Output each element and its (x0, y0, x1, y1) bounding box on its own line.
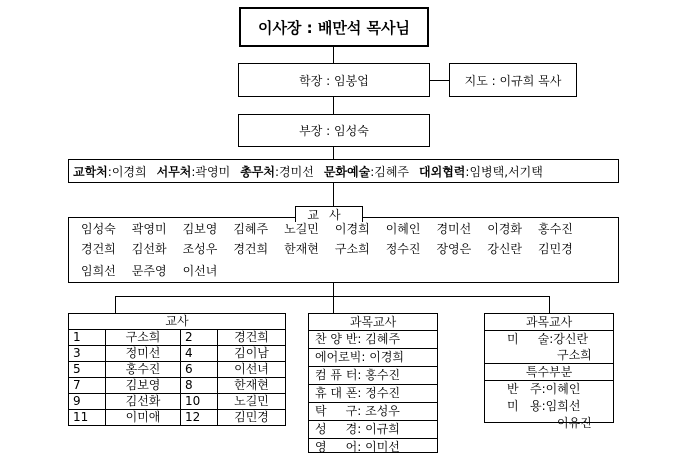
table-cell: 9 (69, 394, 106, 410)
table-cell: 8 (181, 378, 218, 394)
teacher-name: 홍수진 (538, 222, 573, 236)
table-cell: 김선화 (106, 394, 181, 410)
teachers-row (81, 240, 589, 257)
table-cell: 6 (181, 362, 218, 378)
table-cell: 이선녀 (218, 362, 286, 378)
table-cell: 김보영 (106, 378, 181, 394)
teacher-name: 장영은 (436, 242, 472, 256)
teacher-name: 임성숙 (81, 222, 116, 236)
dept-title: 대외협력 (419, 164, 466, 179)
table-cell: 2 (181, 330, 218, 346)
table-cell: 이미애 (106, 410, 181, 426)
teacher-name: 이혜인 (385, 222, 421, 236)
dept-value: :곽영미 (191, 164, 231, 179)
subject-teachers-header: 과목교사 (309, 314, 437, 331)
table-cell: 김이남 (218, 346, 286, 362)
connector-line (333, 283, 334, 313)
teacher-name: 구소희 (334, 242, 370, 256)
connector-line (549, 296, 550, 313)
table-row (69, 362, 286, 378)
teacher-name: 이경화 (487, 222, 523, 236)
teacher-table-header: 교사 (69, 314, 286, 330)
art-row: 미 술:강신란 (507, 332, 589, 346)
teacher-name: 김혜주 (233, 222, 269, 236)
teacher-name: 강신란 (487, 242, 523, 256)
table-row (69, 378, 286, 394)
table-cell: 7 (69, 378, 106, 394)
dept-value: :이경희 (107, 164, 147, 179)
subject-row: 영 어: 이미선 (315, 440, 400, 454)
table-cell: 구소희 (106, 330, 181, 346)
subject-row: 휴 대 폰: 정수진 (309, 385, 437, 403)
teachers-label: 교사 (307, 208, 351, 222)
special-row: 이유진 (557, 416, 592, 430)
dept-title: 서무처 (156, 164, 192, 179)
teachers-label-box (295, 206, 363, 222)
teacher-name: 김보영 (182, 222, 218, 236)
dept-value: :김혜주 (370, 164, 410, 179)
teacher-name: 정수진 (385, 242, 421, 256)
connector-line (333, 183, 334, 206)
teachers-row (81, 262, 233, 279)
table-cell: 4 (181, 346, 218, 362)
connector-line (333, 147, 334, 159)
special-header: 특수부분 (485, 364, 613, 381)
table-cell: 한재현 (218, 378, 286, 394)
chairman-label: 이사장 : 배만석 목사님 (257, 18, 411, 37)
table-cell: 1 (69, 330, 106, 346)
table-cell: 10 (181, 394, 218, 410)
subject-row: 탁 구: 조성우 (309, 403, 437, 421)
advisor-box (449, 63, 577, 97)
principal-box (238, 63, 430, 97)
dept-value: :경미선 (275, 164, 314, 179)
teachers-box (68, 217, 619, 283)
connector-line (333, 47, 334, 63)
chairman-box (239, 7, 429, 47)
teacher-name: 임희선 (81, 264, 116, 278)
table-cell: 경건희 (218, 330, 286, 346)
table-cell: 11 (69, 410, 106, 426)
teacher-name: 김선화 (131, 242, 167, 256)
connector-line (430, 80, 449, 81)
dept-title: 총무처 (240, 164, 275, 179)
table-row (69, 394, 286, 410)
table-row (69, 346, 286, 362)
teacher-name: 이선녀 (182, 264, 218, 278)
teacher-name: 조성우 (182, 242, 218, 256)
subject-row: 컴 퓨 터: 홍수진 (309, 367, 437, 385)
connector-line (115, 296, 116, 313)
subject-row: 찬 양 반: 김혜주 (309, 331, 437, 349)
teacher-name: 김민경 (538, 242, 573, 256)
teacher-name: 문주영 (131, 264, 167, 278)
connector-line (115, 296, 550, 297)
teacher-name: 경미선 (436, 222, 472, 236)
table-cell: 김민경 (218, 410, 286, 426)
advisor-label: 지도 : 이규희 목사 (464, 73, 562, 88)
teacher-name: 이경희 (334, 222, 370, 236)
subject-teachers-2-box (484, 313, 614, 430)
dept-title: 교학처 (73, 164, 108, 179)
table-cell: 5 (69, 362, 106, 378)
table-cell: 12 (181, 410, 218, 426)
table-cell: 3 (69, 346, 106, 362)
connector-line (333, 97, 334, 114)
teacher-name: 노길민 (284, 222, 319, 236)
teacher-table (68, 313, 286, 426)
subject-teachers-box (308, 313, 438, 453)
teacher-table-box (68, 313, 286, 433)
dept-title: 문화예술 (323, 164, 371, 179)
subject-row: 성 경: 이규희 (309, 421, 437, 439)
table-cell: 홍수진 (106, 362, 181, 378)
subject-row: 에어로빅: 이경희 (309, 349, 437, 367)
principal-label: 학장 : 임봉업 (299, 73, 369, 88)
teacher-name: 곽영미 (131, 222, 167, 236)
special-row: 미 용:임희선 (507, 399, 581, 413)
dept-value: :임병택,서기택 (465, 164, 543, 179)
table-cell: 노길민 (218, 394, 286, 410)
vice-principal-box (238, 114, 430, 147)
teacher-name: 경건희 (81, 242, 116, 256)
special-row: 반 주:이혜인 (507, 382, 581, 396)
teacher-name: 경건희 (233, 242, 269, 256)
vice-principal-label: 부장 : 임성숙 (299, 124, 369, 138)
table-row (69, 330, 286, 346)
subject-teachers-2-header: 과목교사 (485, 314, 613, 331)
art-row-2: 구소희 (485, 347, 613, 364)
table-cell: 정미선 (106, 346, 181, 362)
table-row (69, 410, 286, 426)
teacher-name: 한재현 (284, 242, 319, 256)
departments-box (68, 159, 619, 183)
